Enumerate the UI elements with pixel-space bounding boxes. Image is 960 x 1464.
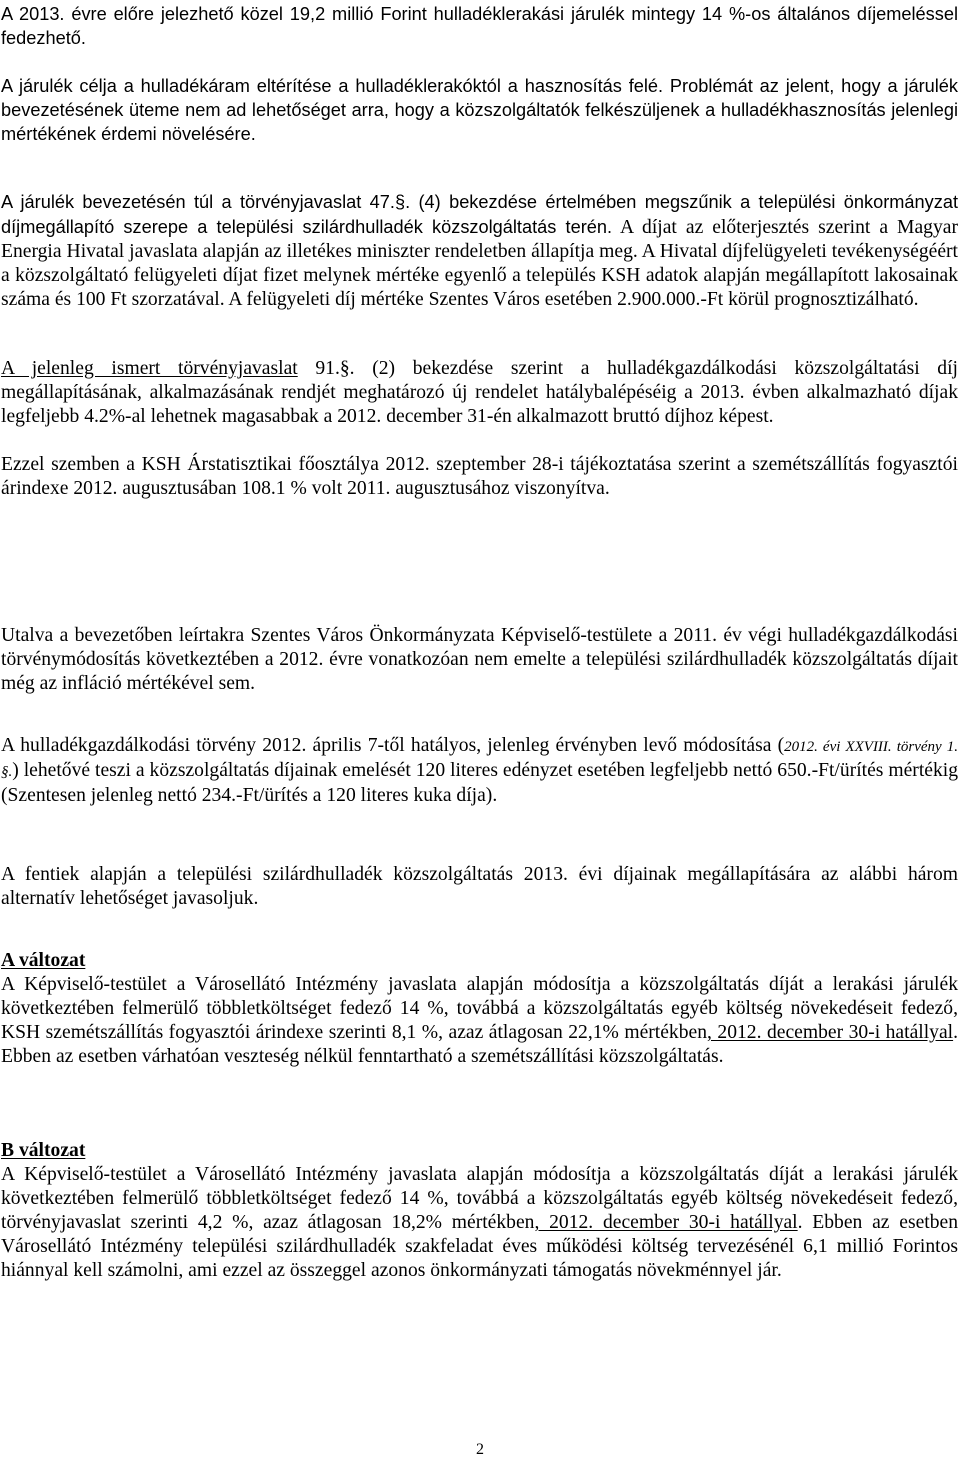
page-number: 2 xyxy=(476,1441,484,1458)
paragraph-council-no-increase: Utalva a bevezetőben leírtakra Szentes Város Önkormányzata Képviselő-testülete a 2011. év végi hulladékgazdálkodási törvénymódosítás következtében a 2012. évre vonatkozóan nem emelte a települési szilárdhulladék közszolgáltatás díjait még az infláció mértékével sem. xyxy=(1,625,958,694)
variant-b-section: B változat A Képviselő-testület a Városellátó Intézmény javaslata alapján módosítja a közszolgáltatás díját a lerakási járulék következtében felmerülő többletköltséget fedező 14 %, továbbá a közszolgáltatás egyéb költség növekedéseit fedező, törvényjavaslat szerinti 4,2 %, azaz átlagosan 18,2% mértékben, 2012. december 30-i hatállyal. Ebben az esetben Városellátó Intézmény települési szilárdhulladék szakfeladat éves működési költség tervezésénél 6,1 millió Forintos hiánnyal kell számolni, ami ezzel az összeggel azonos önkormányzati támogatás növekménnyel jár. xyxy=(1,1140,959,1281)
paragraph-waste-law-amendment: A hulladékgazdálkodási törvény 2012. április 7-től hatályos, jelenleg érvényben levő módosítása (2012. évi XXVIII. törvény 1. §.) lehetővé teszi a közszolgáltatás díjainak emelését 120 literes edényzet esetében legfeljebb nettó 650.-Ft/ürítés mértékig (Szentesen jelenleg nettó 234.-Ft/ürítés a 120 literes kuka díja). xyxy=(1,735,958,806)
law-citation: 2012. évi XXVIII. törvény 1. §. xyxy=(1,739,958,780)
paragraph-bill-section-91: A jelenleg ismert törvényjavaslat 91.§. (2) bekezdése szerint a hulladékgazdálkodási közszolgáltatási díj megállapításának, alkalmazásának rendjét meghatározó új rendelet hatálybalépéséig a 2013. évben alkalmazható díjak legfeljebb 4.2%-al lehetnek magasabbak a 2012. december 31-én alkalmazott bruttó díjhoz képest. xyxy=(1,358,958,427)
current-bill-underlined: A jelenleg ismert törvényjavaslat xyxy=(1,358,298,379)
paragraph-landfill-fee-forecast: A 2013. évre előre jelezhető közel 19,2 millió Forint hulladéklerakási járulék mintegy 14 %-os általános díjemeléssel fedezhető. xyxy=(1,4,958,48)
paragraph-fee-purpose: A járulék célja a hulladékáram eltérítése a hulladéklerakóktól a hasznosítás felé. Problémát az jelent, hogy a járulék bevezetésének üteme nem ad lehetőséget arra, hogy a közszolgáltatók felkészüljenek a hulladékhasznosítás jelenlegi mértékének érdemi növelésére. xyxy=(1,76,958,144)
paragraph-ksh-price-index: Ezzel szemben a KSH Árstatisztikai főosztálya 2012. szeptember 28-i tájékoztatása szerint a szemétszállítás fogyasztói árindexe 2012. augusztusában 108.1 % volt 2011. augusztusához viszonyítva. xyxy=(1,454,958,499)
paragraph-three-alternatives: A fentiek alapján a települési szilárdhulladék közszolgáltatás 2013. évi díjainak megállapítására az alábbi három alternatív lehetőséget javasoljuk. xyxy=(1,864,958,909)
paragraph-bill-section-47: A járulék bevezetésén túl a törvényjavaslat 47.§. (4) bekezdése értelmében megszűnik a települési önkormányzat díjmegállapító szerepe a települési szilárdhulladék közszolgáltatás terén. A díjat az előterjesztés szerint a Magyar Energia Hivatal javaslata alapján az illetékes miniszter rendeletben állapítja meg. A Hivatal díjfelügyeleti tevékenységéért a közszolgáltató felügyeleti díjat fizet melynek mértéke egyenlő a település KSH adatok alapján megállapított lakosainak száma és 100 Ft szorzatával. A felügyeleti díj mértéke Szentes Város esetében 2.900.000.-Ft körül prognosztizálható. xyxy=(1,192,958,310)
variant-a-section: A változat A Képviselő-testület a Városellátó Intézmény javaslata alapján módosítja a közszolgáltatás díját a lerakási járulék következtében felmerülő többletköltséget fedező 14 %, továbbá a közszolgáltatás egyéb költség növekedéseit fedező, KSH szemétszállítás fogyasztói árindexe szerinti 8,1 %, azaz átlagosan 22,1% mértékben, 2012. december 30-i hatállyal. Ebben az esetben várhatóan veszteség nélkül fenntartható a szemétszállítási közszolgáltatás. xyxy=(1,950,958,1067)
variant-b-heading: B változat xyxy=(1,1140,86,1161)
variant-a-heading: A változat xyxy=(1,950,86,971)
